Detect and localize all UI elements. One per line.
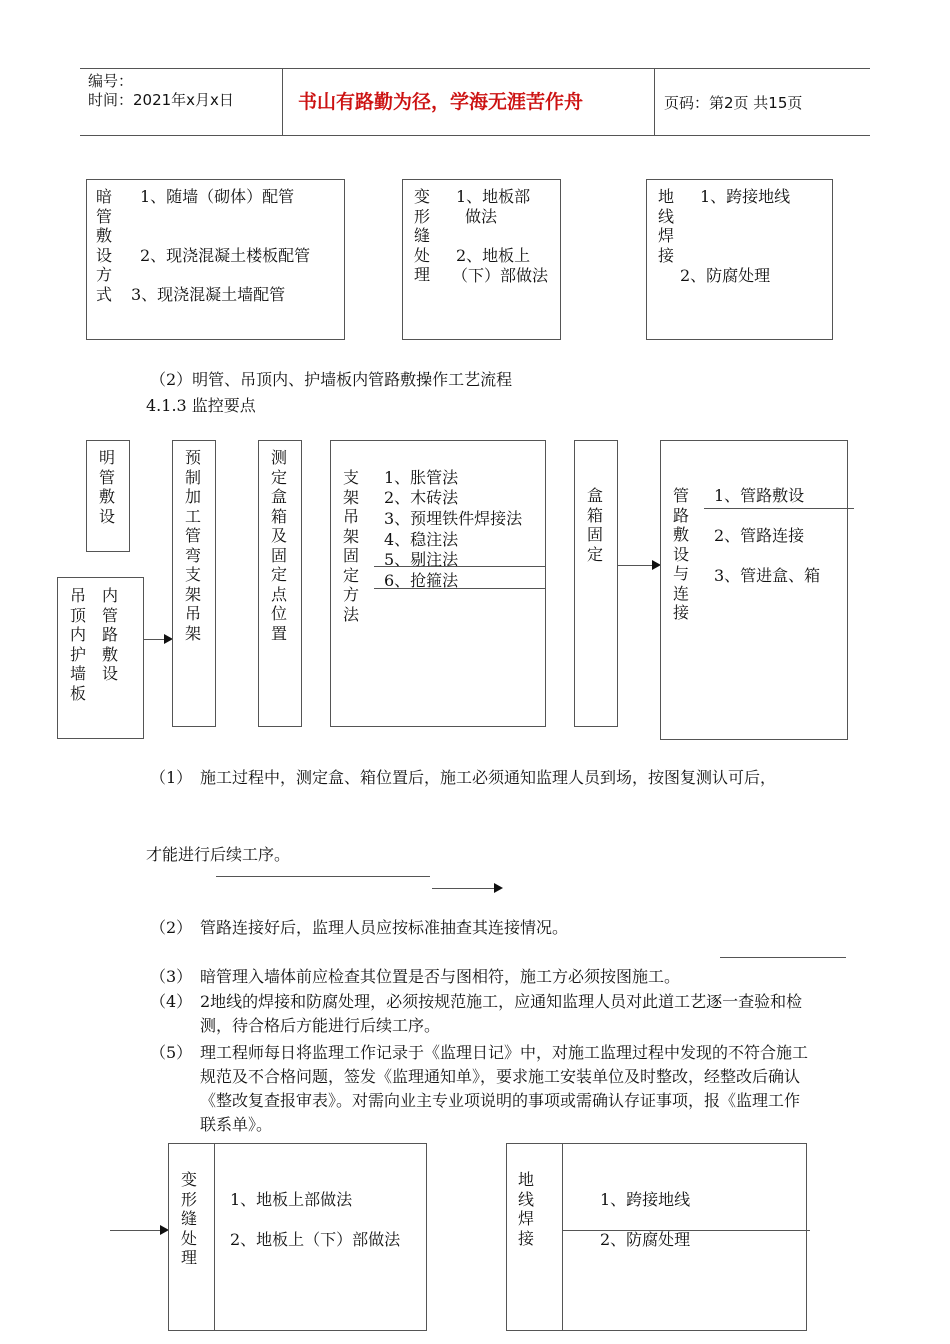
para-text: 管路连接好后，监理人员应按标准抽查其连接情况。	[200, 918, 569, 937]
header-motto: 书山有路勤为径，学海无涯苦作舟	[298, 91, 584, 113]
bottom-ground-title: 地线焊接	[517, 1170, 534, 1248]
flow-pipe-connect-item: 2、管路连接	[714, 526, 805, 545]
para-number: （1）	[150, 768, 193, 787]
para-number: （2）	[150, 918, 193, 937]
flow-connector	[144, 639, 166, 640]
para-number: （3）	[150, 967, 193, 986]
header-divider	[654, 68, 655, 135]
flow-measure-label: 测定盒箱及固定点位置	[270, 448, 287, 643]
doc-time-label: 时间：2021年x月x日	[88, 91, 234, 109]
ground-weld-item: 2、防腐处理	[680, 266, 771, 285]
flow-rule	[374, 566, 546, 567]
para-number: （4）	[150, 992, 193, 1011]
flow-pipe-connect-item: 3、管进盒、箱	[714, 566, 821, 585]
concealed-pipe-title: 暗管敷设方式	[95, 187, 112, 304]
bottom-box-divider	[214, 1143, 215, 1331]
ground-weld-item: 1、跨接地线	[700, 187, 791, 206]
flow-pipe-connect-item: 1、管路敷设	[714, 486, 805, 505]
expansion-joint-item: 做法	[465, 207, 498, 226]
bottom-expansion-item: 1、地板上部做法	[230, 1190, 353, 1209]
concealed-pipe-item: 3、现浇混凝土墙配管	[131, 285, 286, 304]
flow-connector	[110, 1230, 162, 1231]
bottom-ground-item: 1、跨接地线	[600, 1190, 691, 1209]
para-text: 暗管理入墙体前应检查其位置是否与图相符，施工方必须按图施工。	[200, 967, 681, 986]
ground-weld-title: 地线焊接	[657, 187, 674, 265]
para-text: 2地线的焊接和防腐处理，必须按规范施工，应通知监理人员对此道工艺逐一查验和检测，待合格后方能进行后续工序。	[200, 992, 803, 1035]
bottom-expansion-title: 变形缝处理	[180, 1170, 197, 1267]
page-number-label: 页码：第2页 共15页	[664, 94, 803, 112]
bottom-box-divider	[562, 1143, 563, 1331]
concealed-pipe-item: 2、现浇混凝土楼板配管	[140, 246, 311, 265]
flow-rule	[562, 1230, 810, 1231]
flow-bracket-title: 支架吊架固定方法	[342, 468, 359, 624]
decor-rule	[720, 957, 846, 958]
flow-ceiling-label: 内管路敷设	[101, 586, 118, 683]
header-bottom-rule	[80, 135, 870, 136]
header-top-rule	[80, 68, 870, 69]
flow-exposed-pipe-label: 明管敷设	[98, 448, 115, 526]
section-heading: （2）明管、吊顶内、护墙板内管路敷操作工艺流程	[150, 370, 513, 389]
flow-pipe-connect-title: 管路敷设与连接	[672, 486, 689, 622]
flow-boxfix-label: 盒箱固定	[586, 486, 603, 564]
expansion-joint-item: （下）部做法	[452, 266, 549, 285]
flow-rule	[704, 508, 854, 509]
arrow-right-icon	[494, 883, 503, 893]
header-divider	[282, 68, 283, 135]
decor-arrow-line	[432, 888, 494, 889]
flow-bracket-item: 5、剔注法	[384, 550, 459, 569]
section-subheading: 4.1.3 监控要点	[146, 396, 256, 415]
flow-bracket-item: 6、抢箍法	[384, 571, 459, 590]
bottom-ground-item: 2、防腐处理	[600, 1230, 691, 1249]
doc-number-label: 编号：	[88, 72, 134, 90]
flow-bracket-item: 2、木砖法	[384, 488, 459, 507]
bottom-expansion-item: 2、地板上（下）部做法	[230, 1230, 401, 1249]
flow-rule	[374, 588, 546, 589]
concealed-pipe-item: 1、随墙（砌体）配管	[140, 187, 295, 206]
para-text: 施工过程中，测定盒、箱位置后，施工必须通知监理人员到场，按图复测认可后，	[200, 768, 777, 787]
expansion-joint-title: 变形缝处理	[413, 187, 430, 284]
expansion-joint-item: 1、地板部	[456, 187, 531, 206]
para-number: （5）	[150, 1043, 193, 1062]
flow-bracket-item: 1、胀管法	[384, 468, 459, 487]
para-continuation: 才能进行后续工序。	[146, 845, 291, 864]
para-text: 理工程师每日将监理工作记录于《监理日记》中，对施工监理过程中发现的不符合施工规范及不合格问题，签发《监理通知单》，要求施工安装单位及时整改，经整改后确认《整改复查报审表》。对需向业主专业项说明的事项或需确认存证事项，报《监理工作联系单》。	[200, 1043, 809, 1134]
flow-bracket-item: 3、预埋铁件焊接法	[384, 509, 523, 528]
expansion-joint-item: 2、地板上	[456, 246, 531, 265]
decor-rule	[216, 876, 430, 877]
flow-bracket-item: 4、稳注法	[384, 530, 459, 549]
flow-ceiling-label: 吊顶内护墙板	[69, 586, 86, 703]
flow-connector	[618, 565, 654, 566]
flow-prefab-label: 预制加工管弯支架吊架	[184, 448, 201, 643]
flow-box-boxfix	[574, 440, 618, 727]
